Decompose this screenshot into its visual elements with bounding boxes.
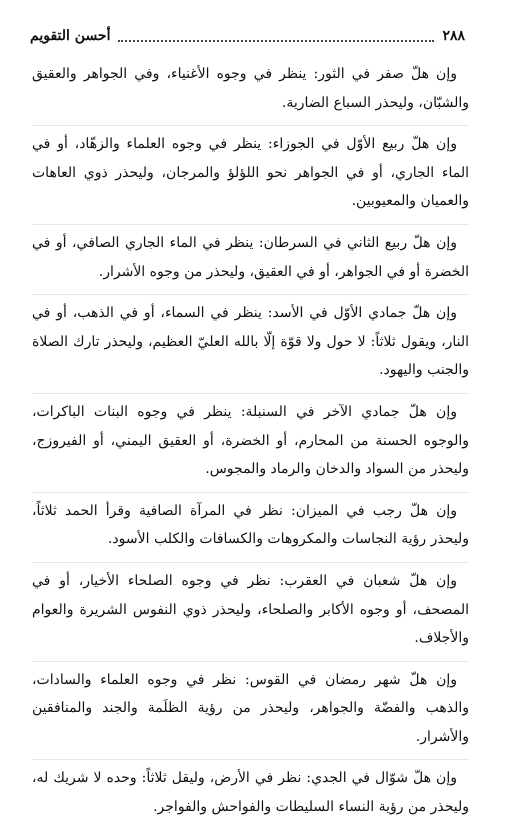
page-header (30, 24, 465, 48)
page-number: ٢٨٨ (442, 28, 465, 44)
paragraph-shaban: وإن هلّ شعبان في العقرب: نظر في وجوه الصلحاء الأخيار، أو في المصحف، أو وجوه الأكابر والصلحاء، وليحذر ذوي النفوس الشريرة والعوام والأجلاف. (32, 562, 469, 653)
paragraph-jumada-al-awwal: وإن هلّ جمادي الأوّل في الأسد: ينظر في السماء، أو في الذهب، أو في النار، ويقول ثلاثاً: لا حول ولا قوّة إلّا بالله العليّ العظيم، وليحذر تارك الصلاة والجنب واليهود. (32, 294, 469, 385)
header-dotted-leader (118, 30, 434, 42)
page-body (32, 60, 469, 816)
paragraph-rabi-al-awwal: وإن هلّ ربيع الأوّل في الجوزاء: ينظر في وجوه العلماء والزهّاد، أو في الماء الجاري، أو في الجواهر نحو اللؤلؤ والمرجان، وليحذر ذوي العاهات والعميان والمعيوبين. (32, 125, 469, 216)
paragraph-jumada-al-akhir: وإن هلّ جمادي الآخر في السنبلة: ينظر في وجوه البنات الباكرات، والوجوه الحسنة من المحارم، أو الخضرة، أو العقيق اليمني، أو الفيروزج، وليحذر من السواد والدخان والرماد والمجوس. (32, 393, 469, 484)
paragraph-rabi-al-thani: وإن هلّ ربيع الثاني في السرطان: ينظر في الماء الجاري الصافي، أو في الخضرة أو في الجواهر، أو في العقيق، وليحذر من وجوه الأشرار. (32, 224, 469, 286)
paragraph-shawwal: وإن هلّ شوّال في الجدي: نظر في الأرض، وليقل ثلاثاً: وحده لا شريك له، وليحذر من رؤية النساء السليطات والفواحش والفواجر. (32, 759, 469, 821)
paragraph-safar: وإن هلّ صفر في الثور: ينظر في وجوه الأغنياء، وفي الجواهر والعقيق والشبّان، وليحذر السباع الضارية. (32, 66, 469, 111)
book-title: أحسن التقويم (30, 28, 111, 44)
paragraph-rajab: وإن هلّ رجب في الميزان: نظر في المرآة الصافية وقرأ الحمد ثلاثاً، وليحذر رؤية النجاسات والمكروهات والكسافات والكلب الأسود. (32, 492, 469, 554)
paragraph-ramadan: وإن هلّ شهر رمضان في القوس: نظر في وجوه العلماء والسادات، والذهب والفضّة والجواهر، وليحذر من رؤية الظلَمة والجند والمنافقين والأشرار. (32, 661, 469, 752)
